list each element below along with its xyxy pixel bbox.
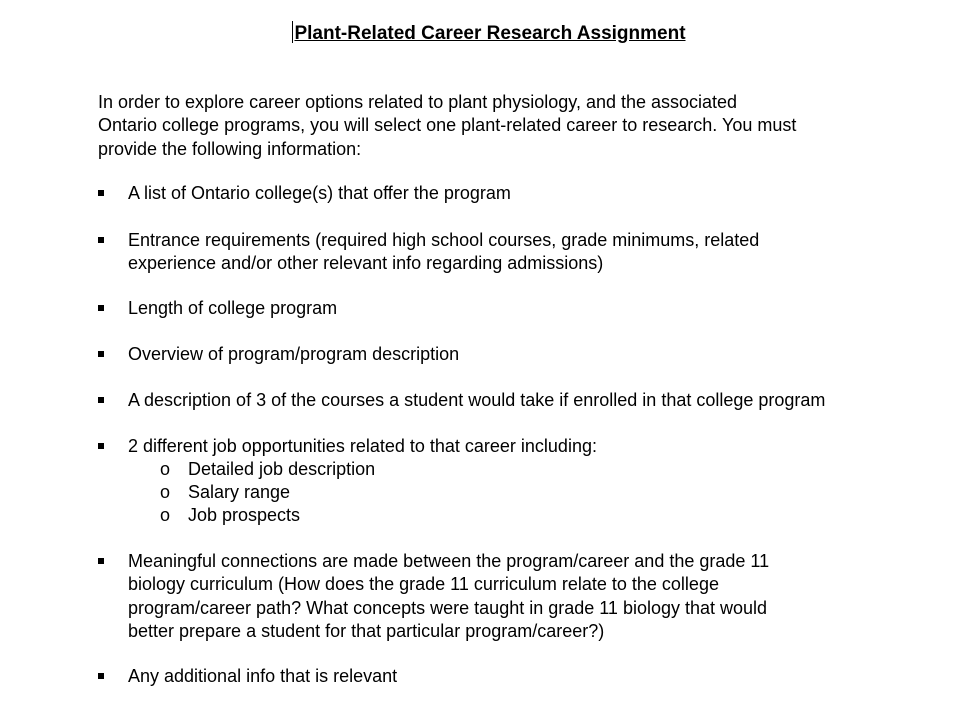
list-item-text: Any additional info that is relevant <box>128 666 398 686</box>
list-item-text: A description of 3 of the courses a student would take if enrolled in that college program <box>128 390 826 410</box>
document-title[interactable]: Plant-Related Career Research Assignment <box>294 23 686 44</box>
list-item-text: Meaningful connections are made between the program/career and the grade 11 <box>128 551 770 571</box>
list-item-text: 2 different job opportunities related to that career including: <box>128 436 597 456</box>
list-item-text: A list of Ontario college(s) that offer the program <box>128 183 511 203</box>
intro-line: provide the following information: <box>98 138 362 159</box>
list-item-text: better prepare a student for that particular program/career?) <box>128 620 605 641</box>
sub-list-item-text: Job prospects <box>188 505 301 525</box>
square-bullet-icon <box>98 305 104 311</box>
square-bullet-icon <box>98 190 104 196</box>
intro-line: Ontario college programs, you will select one plant-related career to research. You must <box>98 115 797 136</box>
square-bullet-icon <box>98 673 104 679</box>
square-bullet-icon <box>98 558 104 564</box>
circle-bullet-icon: o <box>160 459 171 479</box>
square-bullet-icon <box>98 351 104 357</box>
square-bullet-icon <box>98 237 104 243</box>
list-item-text: biology curriculum (How does the grade 11 curriculum relate to the college <box>128 574 719 595</box>
square-bullet-icon <box>98 397 104 403</box>
document-title-container <box>0 21 978 46</box>
intro-line: In order to explore career options related to plant physiology, and the associated <box>98 92 738 112</box>
sub-list-item-text: Detailed job description <box>188 459 376 479</box>
list-item-text: Entrance requirements (required high school courses, grade minimums, related <box>128 230 760 250</box>
list-item-text: Length of college program <box>128 298 338 318</box>
circle-bullet-icon: o <box>160 505 171 525</box>
list-item-text: Overview of program/program description <box>128 344 460 364</box>
intro-paragraph[interactable] <box>98 91 898 161</box>
list-item-text: program/career path? What concepts were taught in grade 11 biology that would <box>128 597 768 618</box>
sub-list-item-text: Salary range <box>188 482 291 502</box>
list-item-text: experience and/or other relevant info regarding admissions) <box>128 253 604 274</box>
square-bullet-icon <box>98 443 104 449</box>
circle-bullet-icon: o <box>160 482 171 502</box>
